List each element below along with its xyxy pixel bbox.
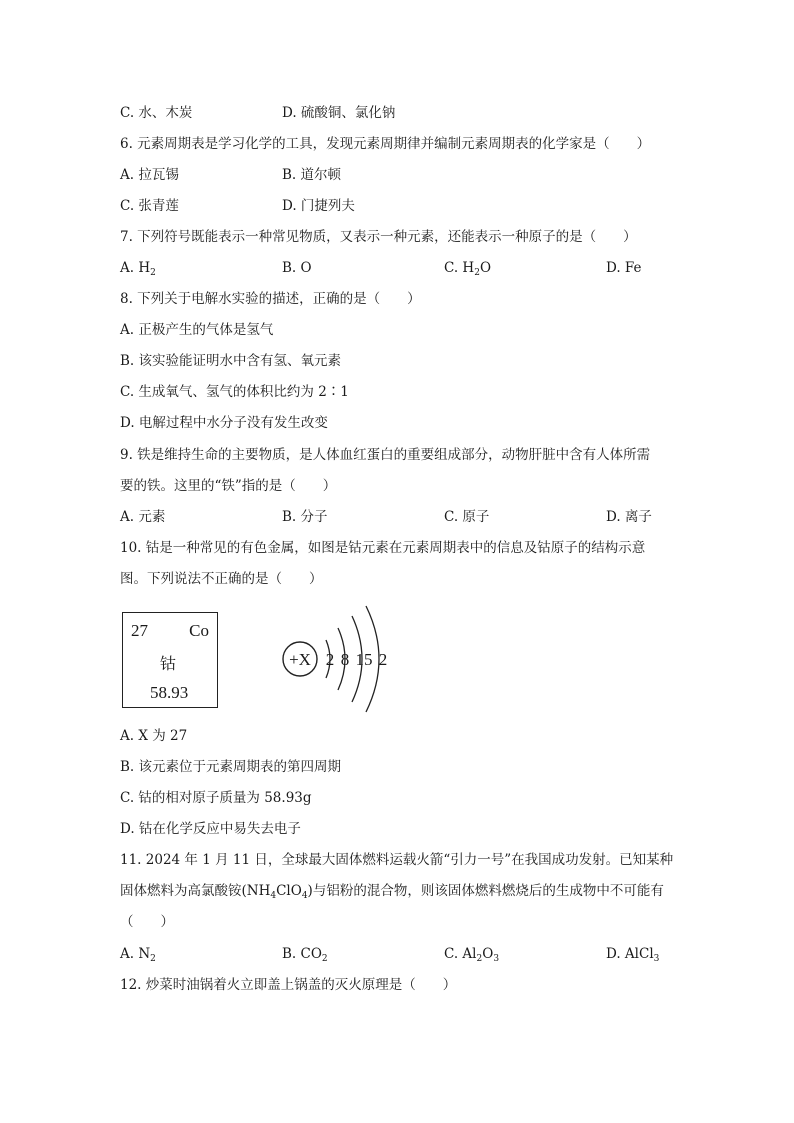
q5-option-d: D. 硫酸铜、氯化钠 (282, 105, 396, 121)
q7-option-c-text: C. H (444, 260, 475, 276)
q9-option-d: D. 离子 (606, 509, 652, 525)
q7-option-a-subscript: 2 (150, 268, 156, 278)
q11-option-d-subscript: 3 (653, 954, 660, 964)
q9-stem-line2: 要的铁。这里的“铁”指的是（ ） (120, 478, 337, 494)
q11-option-b-text: B. CO (282, 946, 322, 962)
q7-option-a-text: A. H (120, 260, 151, 276)
q8-option-c: C. 生成氧气、氢气的体积比约为 2∶1 (120, 384, 349, 400)
shell-1-count: 2 (325, 650, 335, 669)
q9-option-a: A. 元素 (120, 509, 166, 525)
element-name: 钴 (160, 654, 177, 673)
atomic-structure-diagram (280, 604, 400, 714)
q8-option-b: B. 该实验能证明水中含有氢、氧元素 (120, 353, 342, 369)
q10-option-c: C. 钴的相对原子质量为 58.93g (120, 790, 312, 806)
q10-option-b: B. 该元素位于元素周期表的第四周期 (120, 759, 342, 775)
q11-option-c-text: C. Al (444, 946, 477, 962)
q9-option-b: B. 分子 (282, 509, 328, 525)
q11-option-c-text-mid: O (482, 946, 494, 962)
q6-option-a: A. 拉瓦锡 (120, 167, 179, 183)
q11-stem-line1: 11. 2024 年 1 月 11 日，全球最大固体燃料运载火箭“引力一号”在我国成功发射。已知某种 (120, 852, 674, 868)
q7-option-c (444, 259, 491, 277)
q7-option-c-subscript: 2 (474, 268, 480, 278)
q11-option-c-subscript-1: 2 (476, 954, 483, 964)
shell-3-count: 15 (355, 650, 373, 669)
q6-option-b: B. 道尔顿 (282, 167, 342, 183)
q7-option-b: B. O (282, 260, 312, 276)
q9-stem-line1: 9. 铁是维持生命的主要物质，是人体血红蛋白的重要组成部分，动物肝脏中含有人体所需 (120, 447, 651, 463)
q6-stem: 6. 元素周期表是学习化学的工具，发现元素周期律并编制元素周期表的化学家是（ ） (120, 136, 651, 152)
q7-option-d: D. Fe (606, 260, 642, 276)
q8-option-a: A. 正极产生的气体是氢气 (120, 322, 274, 338)
q11-option-a-subscript: 2 (150, 954, 156, 964)
q11-stem-line3: （ ） (120, 914, 174, 930)
q11-stem-line2 (120, 882, 664, 900)
q9-option-c: C. 原子 (444, 509, 490, 525)
q10-stem-line2: 图。下列说法不正确的是（ ） (120, 571, 323, 587)
q5-option-c: C. 水、木炭 (120, 105, 193, 121)
atomic-mass: 58.93 (150, 683, 189, 702)
shell-2-count: 8 (340, 650, 350, 669)
q6-option-c: C. 张青莲 (120, 198, 179, 214)
q7-option-a (120, 259, 156, 277)
q7-option-c-text-post: O (479, 260, 492, 276)
q11-option-d (606, 945, 659, 963)
q11-option-a-text: A. N (120, 946, 151, 962)
q11-stem-line2-post: )与铝粉的混合物，则该固体燃料燃烧后的生成物中不可能有 (307, 883, 664, 899)
element-symbol: Co (189, 621, 209, 640)
q11-option-b (282, 945, 328, 963)
q10-option-d: D. 钴在化学反应中易失去电子 (120, 821, 301, 837)
q6-option-d: D. 门捷列夫 (282, 198, 355, 214)
q11-option-d-text: D. AlCl (606, 946, 654, 962)
q11-option-c-subscript-2: 3 (493, 954, 500, 964)
atomic-number: 27 (131, 621, 148, 640)
q10-option-a: A. X 为 27 (120, 728, 188, 744)
q11-option-a (120, 945, 156, 963)
periodic-table-cell (122, 612, 218, 708)
q11-stem-line2-mid: ClO (276, 883, 302, 899)
nucleus-charge: +X (289, 650, 311, 669)
q11-option-b-subscript: 2 (321, 954, 328, 964)
q11-stem-line2-pre: 固体燃料为高氯酸铵(NH (120, 883, 271, 899)
q12-stem: 12. 炒菜时油锅着火立即盖上锅盖的灭火原理是（ ） (120, 977, 457, 993)
q8-option-d: D. 电解过程中水分子没有发生改变 (120, 415, 328, 431)
q11-subscript-1: 4 (270, 891, 277, 901)
q11-subscript-2: 4 (301, 891, 308, 901)
q8-stem: 8. 下列关于电解水实验的描述，正确的是（ ） (120, 291, 421, 307)
shell-4-count: 2 (378, 650, 388, 669)
q7-stem: 7. 下列符号既能表示一种常见物质，又表示一种元素，还能表示一种原子的是（ ） (120, 229, 637, 245)
q11-option-c (444, 945, 499, 963)
q10-stem-line1: 10. 钴是一种常见的有色金属，如图是钴元素在元素周期表中的信息及钴原子的结构示意 (120, 540, 646, 556)
